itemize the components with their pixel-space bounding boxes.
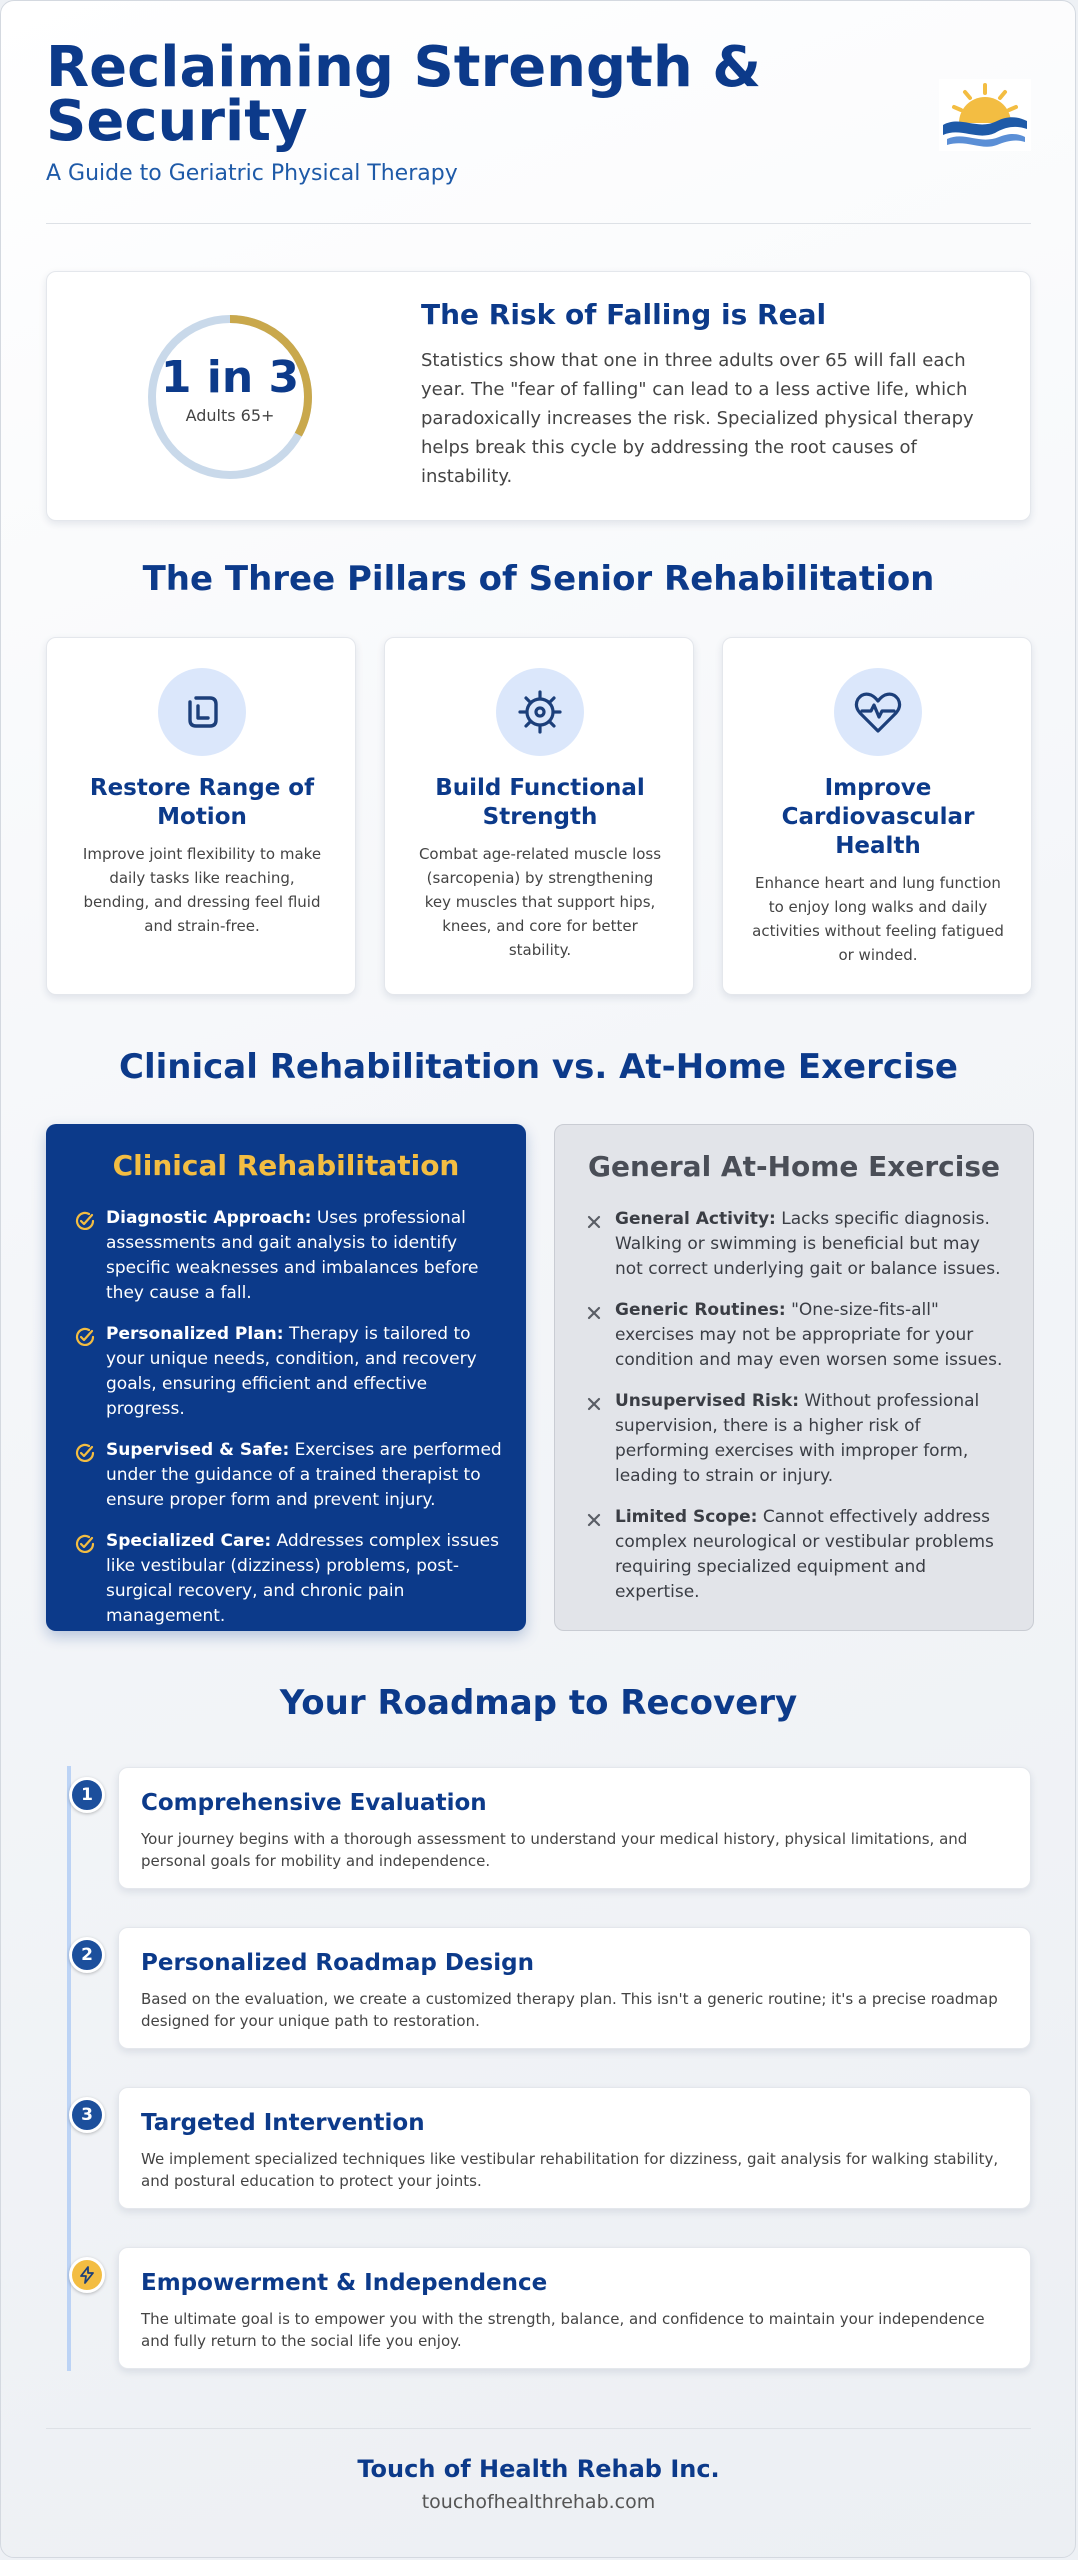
pillars-title: The Three Pillars of Senior Rehabilitation [142,559,935,599]
clinical-item [74,1438,504,1513]
pillar-body: Combat age-related muscle loss (sarcopenia) by strengthening key muscles that support hips, knees, and core for better stability. [418,845,662,959]
step-title: Personalized Roadmap Design [141,1950,534,1976]
roadmap-title: Your Roadmap to Recovery [279,1683,798,1723]
pillar-title: Build Functional Strength [435,775,645,830]
step-marker: 1 [69,1777,105,1813]
clinical-item [74,1322,504,1422]
clinical-item-text: Addresses complex issues like vestibular (dizziness) problems, post-surgical recovery, and chronic pain management. [106,1531,499,1626]
home-item-label: Unsupervised Risk: [615,1391,799,1411]
risk-body: Statistics show that one in three adults over 65 will fall each year. The "fear of falling" can lead to a less active life, which paradoxically increases the risk. Specialized physical therapy helps break this cycle by addressing the root causes of instability. [421,350,974,487]
pillar-title: Improve Cardiovascular Health [781,775,975,859]
step-marker: 3 [69,2097,105,2133]
home-item [583,1207,1013,1282]
clinical-panel [46,1124,526,1631]
home-item-text: "One-size-fits-all" exercises may not be appropriate for your condition and may even worsen some issues. [615,1300,1003,1370]
step-body: The ultimate goal is to empower you with the strength, balance, and confidence to maintain your independence and fully return to the social life you enjoy. [141,2310,985,2350]
risk-stat-value: 1 in 3 [160,352,300,403]
clinical-item-label: Specialized Care: [106,1531,272,1551]
footer-website-link[interactable]: touchofhealthrehab.com [421,2491,656,2513]
check-circle-icon [74,1326,96,1348]
pillar-card-strength [384,637,694,995]
risk-stat-label: Adults 65+ [185,406,275,425]
step-title: Empowerment & Independence [141,2270,548,2296]
step-body: We implement specialized techniques like vestibular rehabilitation for dizziness, gait analysis for walking stability, and postural education to protect your joints. [141,2150,999,2190]
pillar-body: Improve joint flexibility to make daily tasks like reaching, bending, and dressing feel fluid and strain-free. [82,845,322,935]
step-title: Comprehensive Evaluation [141,1790,487,1816]
home-item-text: Without professional supervision, there is a higher risk of performing exercises with improper form, leading to strain or injury. [615,1391,980,1486]
risk-card [46,271,1031,521]
page-subtitle: A Guide to Geriatric Physical Therapy [46,161,458,186]
home-item [583,1389,1013,1489]
joint-flex-icon [158,668,246,756]
home-item-label: Limited Scope: [615,1507,758,1527]
check-circle-icon [74,1210,96,1232]
step-marker: 2 [69,1937,105,1973]
footer-company-name: Touch of Health Rehab Inc. [357,2455,720,2483]
target-gear-icon [496,668,584,756]
heartbeat-icon [834,668,922,756]
clinical-item-text: Exercises are performed under the guidance of a trained therapist to ensure proper form and prevent injury. [106,1440,502,1510]
home-item-label: Generic Routines: [615,1300,786,1320]
check-circle-icon [74,1533,96,1555]
footer-divider [46,2428,1031,2429]
pillar-card-motion [46,637,356,995]
risk-stat [145,312,315,482]
clinical-item-label: Diagnostic Approach: [106,1208,312,1228]
clinical-item-label: Supervised & Safe: [106,1440,290,1460]
pillar-card-cardio [722,637,1032,995]
pillar-title: Restore Range of Motion [89,775,315,830]
close-icon [583,1211,605,1233]
clinical-item [74,1206,504,1306]
roadmap-step [118,2247,1031,2369]
clinical-list [74,1206,504,1645]
clinical-item-label: Personalized Plan: [106,1324,284,1344]
close-icon [583,1509,605,1531]
home-list [583,1207,1013,1621]
home-title: General At-Home Exercise [587,1150,1001,1183]
clinical-item [74,1529,504,1629]
sun-over-waves-icon [939,79,1031,151]
step-body: Your journey begins with a thorough assessment to understand your medical history, physical limitations, and personal goals for mobility and independence. [141,1830,968,1870]
clinical-title: Clinical Rehabilitation [112,1149,460,1182]
comparison-title: Clinical Rehabilitation vs. At-Home Exercise [119,1047,958,1087]
header [46,35,1031,191]
roadmap-step [118,1767,1031,1889]
home-item [583,1505,1013,1605]
home-panel [554,1124,1034,1631]
pillar-body: Enhance heart and lung function to enjoy long walks and daily activities without feeling fatigued or winded. [752,874,1004,964]
risk-title: The Risk of Falling is Real [421,298,827,331]
roadmap-step [118,2087,1031,2209]
clinical-item-text: Therapy is tailored to your unique needs, condition, and recovery goals, ensuring efficient and effective progress. [106,1324,477,1419]
roadmap-step [118,1927,1031,2049]
close-icon [583,1393,605,1415]
home-item-text: Cannot effectively address complex neurological or vestibular problems requiring specialized equipment and expertise. [615,1507,994,1602]
home-item-text: Lacks specific diagnosis. Walking or swimming is beneficial but may not correct underlying gait or balance issues. [615,1209,1001,1279]
page-title: Reclaiming Strength & Security [46,35,762,154]
close-icon [583,1302,605,1324]
home-item-label: General Activity: [615,1209,776,1229]
check-circle-icon [74,1442,96,1464]
clinical-item-text: Uses professional assessments and gait analysis to identify specific weaknesses and imbalances before they cause a fall. [106,1208,479,1303]
step-title: Targeted Intervention [141,2110,425,2136]
home-item [583,1298,1013,1373]
lightning-bolt-icon [69,2257,105,2293]
step-body: Based on the evaluation, we create a customized therapy plan. This isn't a generic routine; it's a precise roadmap designed for your unique path to restoration. [141,1990,998,2030]
header-divider [46,223,1031,224]
